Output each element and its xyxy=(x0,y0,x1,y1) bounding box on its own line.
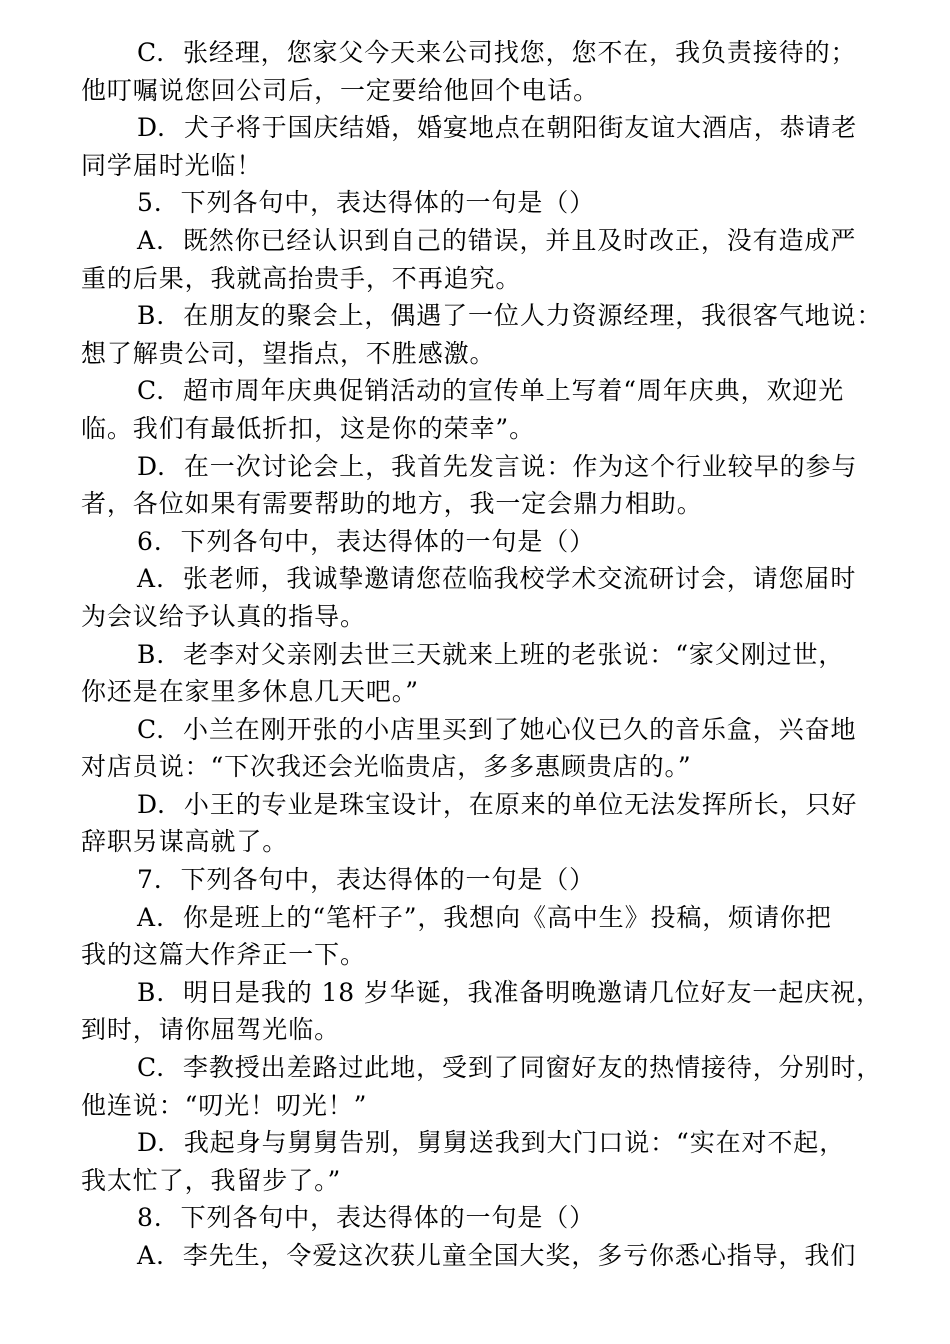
question-text: 下列各句中，表达得体的一句是（） xyxy=(180,188,596,218)
continuation-line xyxy=(81,1162,881,1200)
line-text: 我太忙了，我留步了。” xyxy=(81,1165,342,1195)
line-text: 我起身与舅舅告别，舅舅送我到大门口说：“实在对不起， xyxy=(183,1128,846,1158)
option-label: D. xyxy=(137,1128,166,1158)
line-text: 想了解贵公司，望指点，不胜感激。 xyxy=(81,338,496,368)
continuation-line xyxy=(81,1011,881,1049)
option-label: D. xyxy=(137,451,166,481)
line-text: 对店员说：“下次我还会光临贵店，多多惠顾贵店的。” xyxy=(81,752,692,782)
line-text: 小兰在刚开张的小店里买到了她心仪已久的音乐盒，兴奋地 xyxy=(182,714,857,744)
document-body xyxy=(81,34,881,1275)
option-line xyxy=(81,34,881,72)
option-line xyxy=(81,297,881,335)
continuation-line xyxy=(81,936,881,974)
continuation-line xyxy=(81,598,881,636)
option-label: A. xyxy=(137,1241,165,1270)
continuation-line xyxy=(81,410,881,448)
line-text: 你是班上的“笔杆子”，我想向《高中生》投稿，烦请你把 xyxy=(182,902,832,932)
option-line xyxy=(81,109,881,147)
continuation-line xyxy=(81,260,881,298)
option-line xyxy=(81,1237,881,1275)
continuation-line xyxy=(81,823,881,861)
question-line xyxy=(81,523,881,561)
line-text: 在朋友的聚会上，偶遇了一位人力资源经理，我很客气地说： xyxy=(183,301,883,331)
line-text: 超市周年庆典促销活动的宣传单上写着“周年庆典，欢迎光 xyxy=(182,376,845,406)
option-line xyxy=(81,786,881,824)
line-text: 为会议给予认真的指导。 xyxy=(81,601,366,631)
line-text: 张老师，我诚挚邀请您莅临我校学术交流研讨会，请您届时 xyxy=(182,564,857,594)
question-line xyxy=(81,1199,881,1237)
question-number: 6. xyxy=(137,526,163,556)
option-label: A. xyxy=(137,225,165,255)
line-text: 临。我们有最低折扣，这是你的荣幸”。 xyxy=(81,413,535,443)
line-text: 他叮嘱说您回公司后，一定要给他回个电话。 xyxy=(81,75,600,105)
option-label: B. xyxy=(137,639,166,669)
line-text: 重的后果，我就高抬贵手，不再追究。 xyxy=(81,263,522,293)
continuation-line xyxy=(81,335,881,373)
question-number: 5. xyxy=(137,188,163,218)
line-text: 明日是我的 18 岁华诞，我准备明晚邀请几位好友一起庆祝， xyxy=(183,977,882,1007)
option-label: A. xyxy=(137,902,165,932)
option-line xyxy=(81,1049,881,1087)
line-text: 张经理，您家父今天来公司找您，您不在，我负责接待的； xyxy=(182,38,857,67)
line-text: 李先生，令爱这次获儿童全国大奖，多亏你悉心指导，我们 xyxy=(182,1241,857,1270)
line-text: 既然你已经认识到自己的错误，并且及时改正，没有造成严 xyxy=(182,225,857,255)
line-text: 辞职另谋高就了。 xyxy=(81,827,289,857)
option-line xyxy=(81,560,881,598)
question-number: 8. xyxy=(137,1203,163,1233)
question-text: 下列各句中，表达得体的一句是（） xyxy=(180,526,596,556)
line-text: 在一次讨论会上，我首先发言说：作为这个行业较早的参与 xyxy=(183,451,858,481)
line-text: 犬子将于国庆结婚，婚宴地点在朝阳街友谊大酒店，恭请老 xyxy=(183,113,858,143)
option-label: C. xyxy=(137,1053,165,1083)
line-text: 到时，请你屈驾光临。 xyxy=(81,1015,341,1045)
line-text: 他连说：“叨光！叨光！” xyxy=(81,1090,368,1120)
option-line xyxy=(81,899,881,937)
option-line xyxy=(81,372,881,410)
option-label: A. xyxy=(137,564,165,594)
option-label: B. xyxy=(137,977,166,1007)
question-text: 下列各句中，表达得体的一句是（） xyxy=(180,865,596,895)
continuation-line xyxy=(81,72,881,110)
option-label: C. xyxy=(137,714,165,744)
option-label: B. xyxy=(137,301,166,331)
continuation-line xyxy=(81,673,881,711)
line-text: 老李对父亲刚去世三天就来上班的老张说：“家父刚过世， xyxy=(183,639,845,669)
continuation-line xyxy=(81,485,881,523)
option-line xyxy=(81,711,881,749)
line-text: 李教授出差路过此地，受到了同窗好友的热情接待，分别时， xyxy=(182,1053,883,1083)
continuation-line xyxy=(81,1087,881,1125)
line-text: 同学届时光临！ xyxy=(81,150,263,180)
question-number: 7. xyxy=(137,865,163,895)
continuation-line xyxy=(81,147,881,185)
option-line xyxy=(81,1124,881,1162)
option-line xyxy=(81,222,881,260)
option-line xyxy=(81,974,881,1012)
option-label: D. xyxy=(137,789,166,819)
option-label: D. xyxy=(137,113,166,143)
option-line xyxy=(81,448,881,486)
line-text: 我的这篇大作斧正一下。 xyxy=(81,940,366,970)
question-text: 下列各句中，表达得体的一句是（） xyxy=(180,1203,596,1233)
continuation-line xyxy=(81,748,881,786)
option-label: C. xyxy=(137,376,165,406)
question-line xyxy=(81,184,881,222)
option-label: C. xyxy=(137,38,165,67)
option-line xyxy=(81,636,881,674)
line-text: 小王的专业是珠宝设计，在原来的单位无法发挥所长，只好 xyxy=(183,789,858,819)
line-text: 者，各位如果有需要帮助的地方，我一定会鼎力相助。 xyxy=(81,489,703,519)
line-text: 你还是在家里多休息几天吧。” xyxy=(81,677,419,707)
question-line xyxy=(81,861,881,899)
